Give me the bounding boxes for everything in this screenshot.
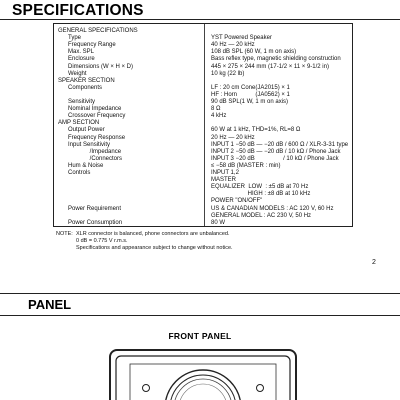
spec-value: LF : 20 cm Cone(JA2015) × 1 xyxy=(211,84,290,91)
spec-value: 445 × 275 × 244 mm (17-1/2 × 11 × 9-1/2 in) xyxy=(211,63,329,70)
spec-label: Dimensions (W × H × D) xyxy=(68,63,134,70)
spec-value: 108 dB SPL (60 W, 1 m on axis) xyxy=(211,49,297,56)
spec-value: 90 dB SPL(1 W, 1 m on axis) xyxy=(211,99,289,105)
spec-label: Crossover Frequency xyxy=(68,113,126,120)
panel-title: PANEL xyxy=(28,297,72,312)
note-line: 0 dB = 0.775 V r.m.s. xyxy=(76,238,128,244)
panel-rule-bottom xyxy=(0,315,400,316)
spec-label: GENERAL SPECIFICATIONS xyxy=(58,28,138,34)
screw-right xyxy=(257,385,264,392)
spec-value: INPUT 1,2 xyxy=(211,170,239,176)
spec-label: Nominal Impedance xyxy=(68,106,122,113)
spec-value: POWER "ON/OFF" xyxy=(211,198,263,205)
page-number: 2 xyxy=(372,259,376,266)
page-title: SPECIFICATIONS xyxy=(12,2,144,19)
spec-value: 4 kHz xyxy=(211,113,227,120)
spec-label: Sensitivity xyxy=(68,99,96,105)
spec-value: 40 Hz — 20 kHz xyxy=(211,42,255,49)
specifications-table xyxy=(53,23,353,227)
front-panel-title: FRONT PANEL xyxy=(168,331,232,341)
note-label: NOTE: xyxy=(56,231,73,237)
spec-value: 10 kg (22 lb) xyxy=(211,70,245,77)
spec-label: /Connectors xyxy=(68,155,123,162)
screw-left xyxy=(143,385,150,392)
column-divider xyxy=(204,24,205,226)
spec-label: AMP SECTION xyxy=(58,120,100,127)
spec-value: ≤ −58 dB (MASTER : min) xyxy=(211,162,281,169)
front-panel-drawing xyxy=(108,348,298,400)
spec-label: Max. SPL xyxy=(68,49,95,56)
spec-label: Enclosure xyxy=(68,56,95,63)
panel-rule-top xyxy=(0,293,400,294)
spec-value: 80 W xyxy=(211,219,226,226)
note-line: Specifications and appearance subject to change without notice. xyxy=(76,245,233,251)
spec-label: Power Consumption xyxy=(68,219,123,226)
spec-value: HF : Horn (JA0562) × 1 xyxy=(211,91,290,98)
cabinet-inner-outline xyxy=(116,356,290,400)
spec-value: 20 Hz — 20 kHz xyxy=(211,134,255,141)
spec-label: Power Requirement xyxy=(68,205,122,212)
spec-label: Type xyxy=(68,35,82,42)
spec-label: Output Power xyxy=(68,127,105,134)
spec-value: INPUT 2 −50 dB — −20 dB / 10 kΩ / Phone Jack xyxy=(211,148,341,155)
spec-value: EQUALIZER LOW : ±5 dB at 70 Hz xyxy=(211,184,309,191)
spec-value: GENERAL MODEL : AC 230 V, 50 Hz xyxy=(211,212,312,219)
spec-value: INPUT 1 −50 dB — −20 dB / 600 Ω / XLR-3-31 type xyxy=(211,141,349,148)
spec-label: Input Sensitivity xyxy=(68,141,111,148)
spec-label: Components xyxy=(68,84,103,91)
spec-value: Bass reflex type, magnetic shielding construction xyxy=(211,56,341,63)
spec-value: MASTER xyxy=(211,177,237,184)
title-rule xyxy=(0,19,400,20)
note-line: XLR connector is balanced, phone connectors are unbalanced. xyxy=(76,231,230,237)
spec-value: 8 Ω xyxy=(211,106,221,113)
woofer-cone-inner xyxy=(179,384,227,400)
spec-value: HIGH : ±8 dB at 10 kHz xyxy=(211,191,311,198)
spec-value: YST Powered Speaker xyxy=(211,35,272,42)
spec-label: /Impedance xyxy=(68,148,122,155)
spec-label: Controls xyxy=(68,170,91,176)
spec-label: Weight xyxy=(68,70,87,77)
spec-label: Hum & Noise xyxy=(68,162,104,169)
spec-value: INPUT 3 −20 dB / 10 kΩ / Phone Jack xyxy=(211,155,339,162)
spec-value: US & CANADIAN MODELS : AC 120 V, 60 Hz xyxy=(211,205,334,212)
spec-value: 60 W at 1 kHz, THD=1%, RL=8 Ω xyxy=(211,127,301,134)
spec-label: SPEAKER SECTION xyxy=(58,77,115,84)
spec-label: Frequency Response xyxy=(68,134,126,141)
spec-label: Frequency Range xyxy=(68,42,116,49)
